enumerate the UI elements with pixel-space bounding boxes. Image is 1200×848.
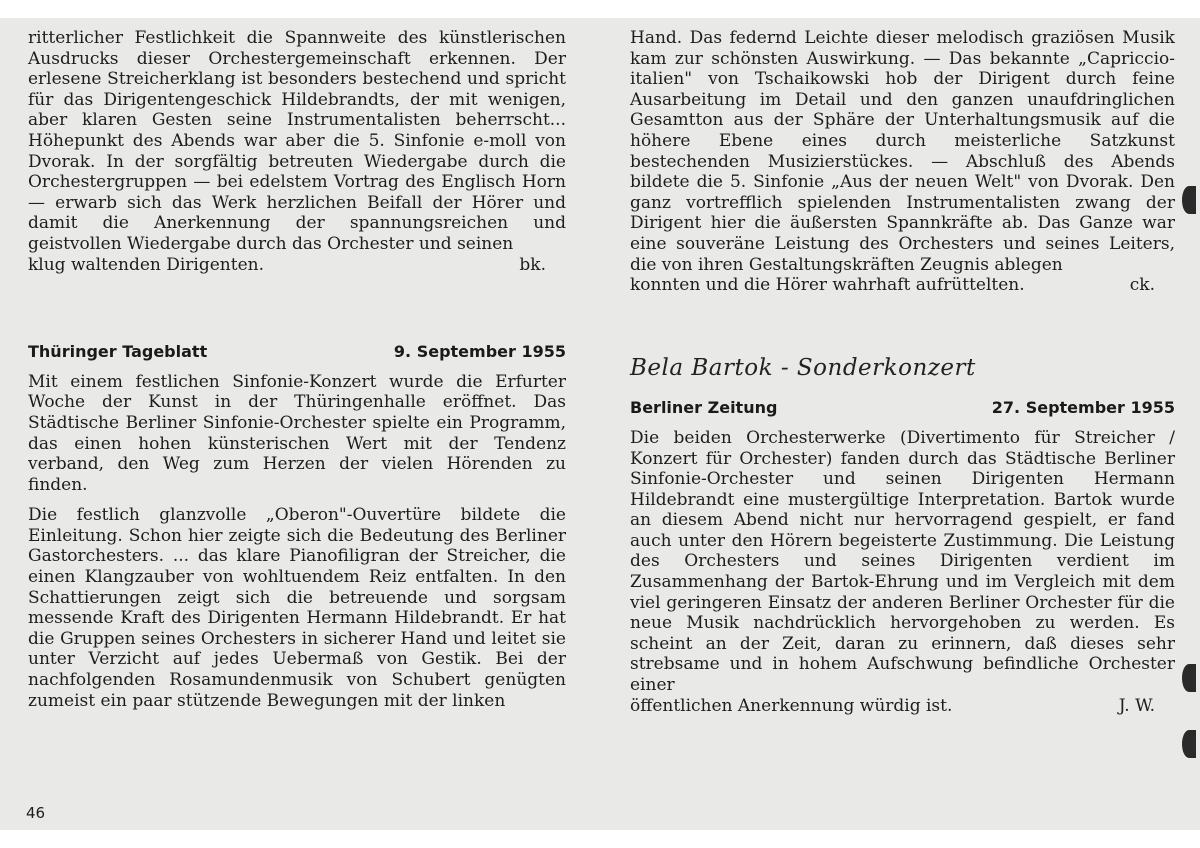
review-paragraph-2: Die beiden Orchesterwerke (Divertimento für Streicher / Konzert für Orchester) fanden durch das Städtische Berliner Sinfonie-Orchester und seinen Dirigenten Hermann Hildebrandt eine mustergültige Interpretation. Bartok wurde an diesem Abend nicht nur hervorragend gespielt, er fand auch unter den Hörern begeisterte Zustimmung. Die Leistung des Orchesters und seines Dirigenten verdient im Zusammenhang der Bartok-Ehrung und im Vergleich mit dem viel geringeren Einsatz der anderen Berliner Orchester für die neue Musik nachdrücklich hervorgehoben zu werden. Es scheint an der Zeit, daran zu erinnern, daß dieses sehr strebsame und in hohem Aufschwung befindliche Orchester einer: [630, 427, 1175, 696]
review-signature: J. W.: [1118, 695, 1155, 716]
review-signature: ck.: [1129, 275, 1155, 296]
source-header: [630, 398, 1175, 419]
review-last-line: konnten und die Hörer wahrhaft aufrüttelten.: [630, 275, 1025, 296]
review-last-line: klug waltenden Dirigenten.: [28, 254, 264, 275]
page-number: 46: [26, 804, 46, 822]
left-column: [28, 28, 566, 711]
review-last-line: öffentlichen Anerkennung würdig ist.: [630, 695, 953, 716]
binding-hole-mark: [1182, 664, 1196, 692]
binding-hole-mark: [1182, 730, 1196, 758]
newspaper-date: 27. September 1955: [991, 398, 1175, 418]
newspaper-date: 9. September 1955: [393, 342, 566, 362]
review-paragraph-2: Mit einem festlichen Sinfonie-Konzert wurde die Erfurter Woche der Kunst in der Thüringenhalle eröffnet. Das Städtische Berliner Sinfonie-Orchester spielte ein Programm, das einen hohen künsterischen Wert mit der Tendenz verband, den Weg zum Herzen der vielen Hörenden zu finden.: [28, 371, 566, 495]
review-signature-line: [630, 275, 1175, 296]
binding-hole-mark: [1182, 186, 1196, 214]
review-paragraph-1: ritterlicher Festlichkeit die Spannweite des künstlerischen Ausdrucks dieser Orchestergemeinschaft erkennen. Der erlesene Streicherklang ist besonders bestechend und spricht für das Dirigentengeschick Hildebrandts, der mit wenigen, aber klaren Gesten seine Instrumentalisten beherrscht... Höhepunkt des Abends war aber die 5. Sinfonie e-moll von Dvorak. In der sorgfältig betreuten Wiedergabe durch die Orchestergruppen — bei edelstem Vortrag des Englisch Horn — erwarb sich das Werk herzlichen Beifall der Hörer und damit die Anerkennung der spannungsreichen und geistvollen Wiedergabe durch das Orchester und seinen: [28, 28, 566, 254]
review-signature-line: [630, 696, 1175, 717]
review-paragraph-1: Hand. Das federnd Leichte dieser melodisch graziösen Musik kam zur schönsten Auswirkung. — Das bekannte „Capriccio-italien" von Tschaikowski hob der Dirigent durch feine Ausarbeitung im Detail und den ganzen unaufdringlichen Gesamtton aus der Sphäre der Unterhaltungsmusik auf die höhere Ebene eines durch meisterliche Satzkunst bestechenden Musizierstückes. — Abschluß des Abends bildete die 5. Sinfonie „Aus der neuen Welt" von Dvorak. Den ganz vortrefflich spielenden Instrumentalisten zwang der Dirigent hier die äußersten Spannkräfte ab. Das Ganze war eine souveräne Leistung des Orchesters und seines Leiters, die von ihren Gestaltungskräften Zeugnis ablegen: [630, 28, 1175, 275]
source-header: [28, 342, 566, 363]
newspaper-name: Berliner Zeitung: [630, 398, 778, 418]
handwritten-title: Bela Bartok - Sonderkonzert: [630, 354, 976, 381]
review-signature-line: [28, 255, 566, 276]
right-column: [630, 28, 1175, 716]
newspaper-name: Thüringer Tageblatt: [28, 342, 208, 362]
review-paragraph-3: Die festlich glanzvolle „Oberon"-Ouvertüre bildete die Einleitung. Schon hier zeigte sich die Bedeutung des Berliner Gastorchesters. ... das klare Pianofiligran der Streicher, die einen Klangzauber von wohltuendem Reiz entfalten. In den Schattierungen zeigt sich die betreuende und sorgsam messende Kraft des Dirigenten Hermann Hildebrandt. Er hat die Gruppen seines Orchesters in sicherer Hand und leitet sie unter Verzicht auf jedes Uebermaß von Gestik. Bei der nachfolgenden Rosamundenmusik von Schubert genügten zumeist ein paar stützende Bewegungen mit der linken: [28, 505, 566, 711]
review-signature: bk.: [519, 254, 546, 275]
